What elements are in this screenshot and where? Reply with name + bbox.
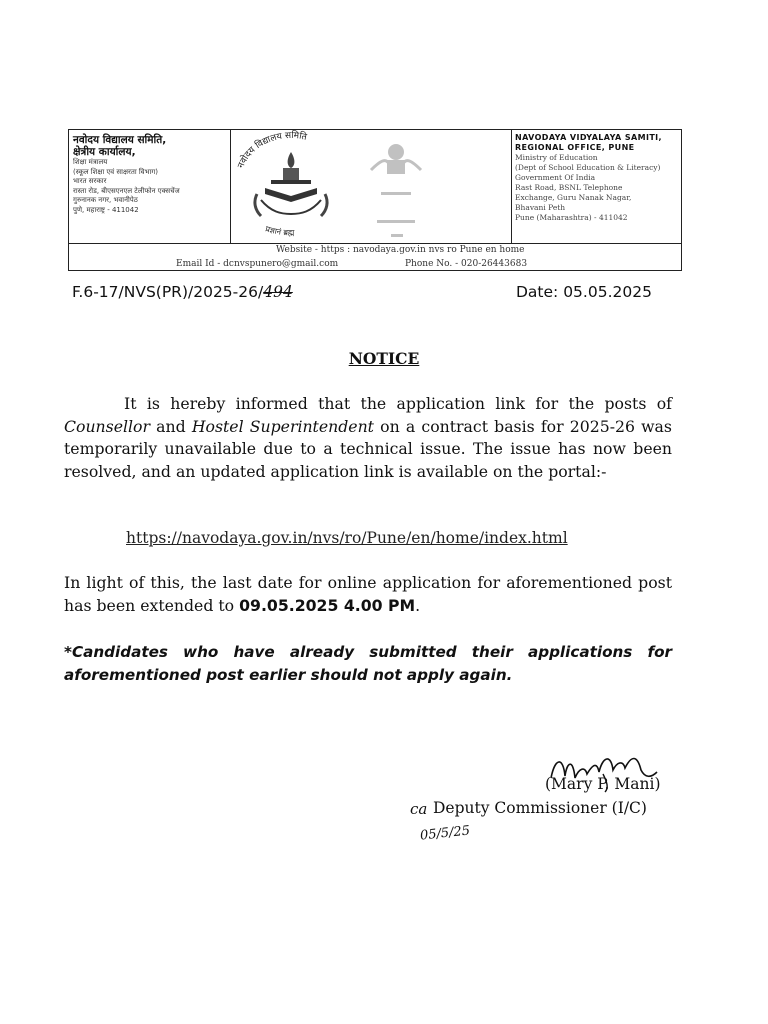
hindi-line: पुणे, महाराष्ट्र - 411042 [73, 205, 139, 214]
hindi-line: रास्ता रोड, बीएसएनएल टेलीफोन एक्सचेंज [73, 186, 180, 195]
letterhead-contact-row [69, 243, 681, 273]
website-line: Website - https : navodaya.gov.in nvs ro Pune en home [276, 245, 525, 255]
phone-line: Phone No. - 020-26443683 [405, 259, 528, 269]
nvs-emblem-icon [231, 130, 511, 243]
english-line: Pune (Maharashtra) - 411042 [515, 213, 628, 222]
svg-text:नवोदय विद्यालय समिति [236, 130, 309, 170]
english-line: Rast Road, BSNL Telephone [515, 183, 623, 192]
para1-intro: It is hereby informed that the application link for the posts of [124, 394, 672, 413]
notice-paragraph-1 [64, 393, 672, 483]
hindi-line: (स्कूल शिक्षा एवं साक्षरता विभाग) [73, 167, 158, 176]
application-link[interactable]: https://navodaya.gov.in/nvs/ro/Pune/en/home/index.html [126, 529, 568, 547]
hindi-line: भारत सरकार [73, 177, 107, 185]
english-line: Bhavani Peth [515, 203, 566, 212]
letterhead-emblem-block [231, 130, 512, 243]
hindi-title-2: क्षेत्रीय कार्यालय, [73, 146, 136, 158]
email-line: Email Id - dcnvspunero@gmail.com [176, 259, 339, 269]
para2-text: In light of this, the last date for online application for aforementioned post has been extended to [64, 573, 672, 615]
hindi-title-1: नवोदय विद्यालय समिति, [73, 134, 167, 146]
signatory-name: (Mary P. Mani) [545, 775, 661, 793]
notice-title: NOTICE [348, 349, 420, 368]
english-line: (Dept of School Education & Literacy) [515, 163, 661, 172]
emblem-text-bottom: प्रज्ञानं ब्रह्म [264, 224, 295, 238]
para1-rest: on a contract basis for 2025-26 was temporarily unavailable due to a technical issue. The issue has now been resolved, and an updated application link is available on the portal:- [64, 416, 672, 481]
english-line: Government Of India [515, 173, 596, 182]
english-title-1: NAVODAYA VIDYALAYA SAMITI, [515, 133, 663, 142]
post-counsellor: Counsellor [64, 416, 150, 436]
post-hostel-superintendent: Hostel Superintendent [191, 416, 374, 436]
hindi-line: गुरुनानक नगर, भवानीपेठ [73, 196, 138, 204]
letterhead-hindi-block [69, 130, 231, 243]
para1-and: and [156, 416, 186, 436]
date-text: Date: 05.05.2025 [516, 283, 652, 301]
hindi-line: शिक्षा मंत्रालय [73, 158, 108, 166]
handwritten-initial: ca [410, 800, 428, 818]
english-title-2: REGIONAL OFFICE, PUNE [515, 143, 635, 152]
letterhead [68, 129, 682, 271]
english-line: Ministry of Education [515, 153, 598, 162]
emblem-text-top: नवोदय विद्यालय समिति [236, 130, 308, 170]
handwritten-date: 05/5/25 [419, 823, 471, 844]
para2-end: . [415, 595, 421, 615]
svg-text:प्रज्ञानं ब्रह्म [264, 224, 295, 237]
candidates-note: *Candidates who have already submitted their applications for aforementioned post earlier should not apply again. [64, 643, 672, 684]
deadline: 09.05.2025 4.00 PM [239, 595, 416, 615]
reference-text: F.6-17/NVS(PR)/2025-26/ [72, 283, 264, 301]
signatory-designation: Deputy Commissioner (I/C) [433, 799, 647, 817]
letterhead-english-block [511, 130, 683, 243]
english-line: Exchange, Guru Nanak Nagar, [515, 193, 632, 202]
notice-paragraph-2 [64, 572, 672, 617]
reference-number [72, 283, 293, 301]
reference-handwritten: 494 [263, 283, 293, 301]
